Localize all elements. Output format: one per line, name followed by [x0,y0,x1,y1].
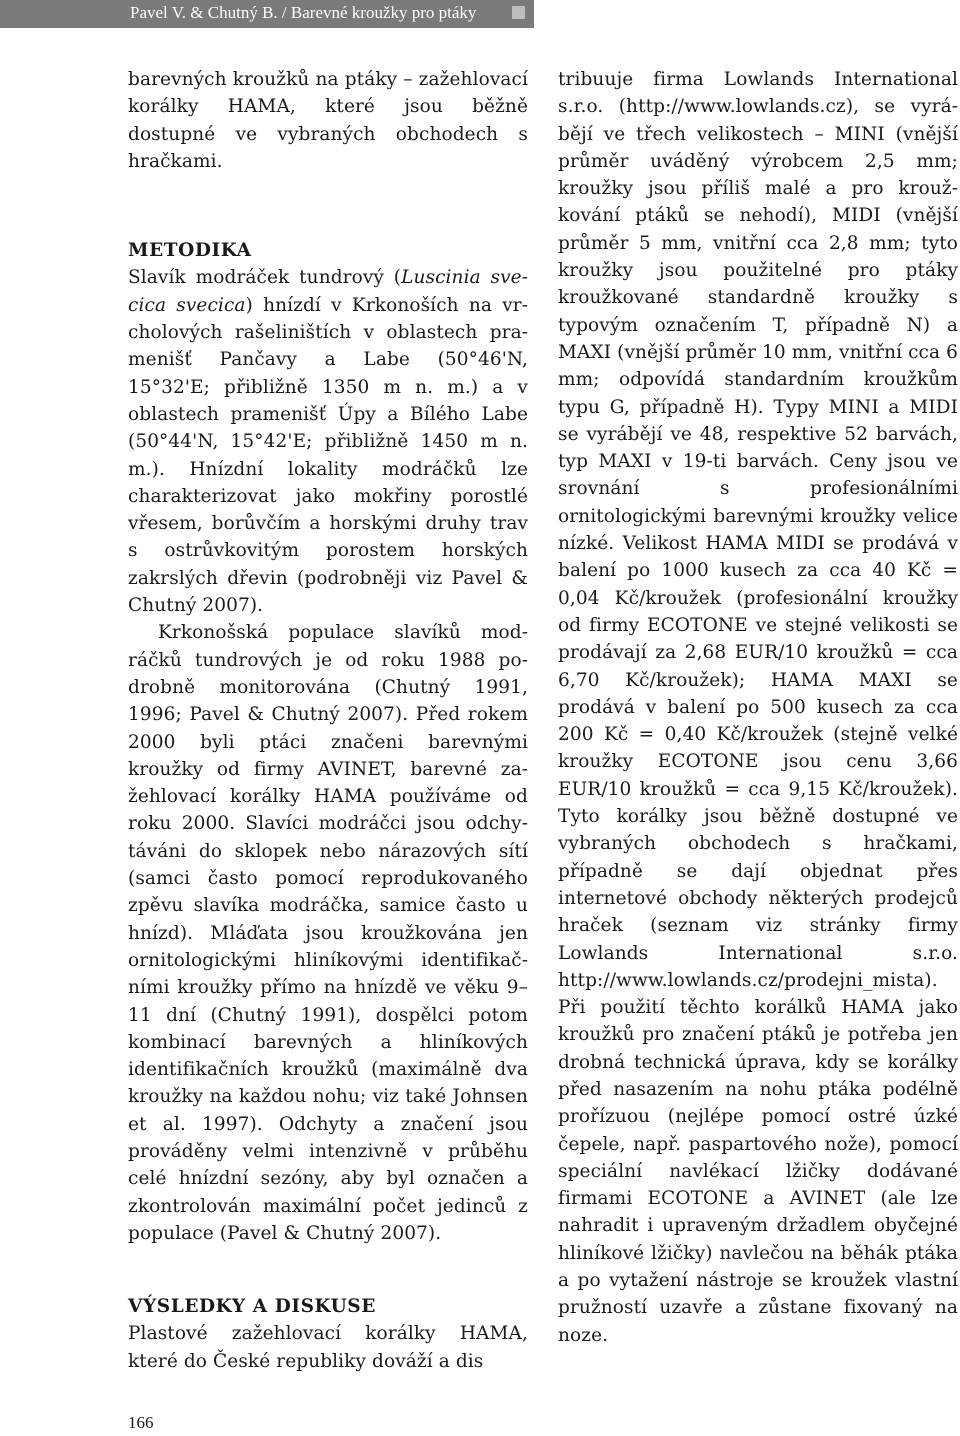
running-header-bar [0,0,534,28]
section-gap [128,175,528,237]
page-number: 166 [128,1413,154,1432]
running-title: Pavel V. & Chutný B. / Barevné kroužky pro ptáky [130,3,477,22]
left-column [128,66,528,1375]
vysledky-paragraph-1: Plastové zažehlovací korálky HAMA, které do České republiky dováží a dis [128,1323,528,1372]
species-name: Luscinia svecica svecica [128,267,528,316]
intro-paragraph: barevných kroužků na ptáky – zažehlovací korálky HAMA, které jsou běžně dostupné ve vybraných obchodech s hračkami. [128,69,528,172]
vysledky-paragraph-continued: tribuuje firma Lowlands International s.r.o. (http://www.lowlands.cz), se vyrábějí ve třech velikostech – MINI (vnější průměr uváděný výrobcem 2,5 mm; kroužky jsou příliš malé a pro kroužkování ptáků se nehodí), MIDI (vnější průměr 5 mm, vnitřní cca 2,8 mm; tyto kroužky jsou použitelné pro ptáky kroužkované standardně kroužky s typovým označením T, případně N) a MAXI (vnější průměr 10 mm, vnitřní cca 6 mm; odpovídá standardním kroužkům typu G, případně H). Typy MINI a MIDI se vyrábějí ve 48, respektive 52 barvách, typ MAXI v 19-ti barvách. Ceny jsou ve srovnání s profesionálními ornitologickými barevnými kroužky velice nízké. Velikost HAMA MIDI se prodává v balení po 1000 kusech za cca 40 Kč = 0,04 Kč/kroužek (profesionální kroužky od firmy ECOTONE ve stejné velikosti se prodávají za 2,68 EUR/10 kroužků = cca 6,70 Kč/kroužek); HAMA MAXI se prodává v balení po 500 kusech za cca 200 Kč = 0,40 Kč/kroužek (stejně velké kroužky ECOTONE jsou cenu 3,66 EUR/10 kroužků = cca 9,15 Kč/kroužek). Tyto korálky jsou běžně dostupné ve vybraných obchodech s hračkami, případně se dají objednat přes internetové obchody některých prodejců hraček (seznam viz stránky firmy Lowlands International s.r.o. http://www.lowlands.cz/prodejni_mista). Při použití těchto korálků HAMA jako kroužků pro značení ptáků je potřeba jen drobná technická úprava, kdy se korálky před nasazením na nohu ptáka podélně prořízuou (nejlépe pomocí ostré úzké čepele, např. paspartového nože), pomocí speciální navlékací lžičky dodávané firmami ECOTONE a AVINET (ale lze nahradit i upraveným držadlem obyčejné hliníkové lžičky) navlečou na běhák ptáka a po vytažení nástroje se kroužek vlastní pružností uzavře a zůstane fixovaný na noze. [558,69,958,1346]
metodika-p1-start: Slavík modráček tundrový ( [128,267,402,289]
metodika-p1-rest: ) hnízdí v Krkonoších na vrcholových rašeliništích v oblastech pramenišť Pančavy a Labe (50°46'N, 15°32'E; přibližně 1350 m n. m.) a v oblastech pramenišť Úpy a Bílého Labe (50°44'N, 15°42'E; přibližně 1450 m n. m.). Hnízdní lokality modráčků lze charakterizovat jako mokřiny porostlé vřesem, borůvčím a horskými druhy trav s ostrůvkovitým porostem horských zakrslých dřevin (podrobněji viz Pavel & Chutný 2007). [128,294,528,617]
right-column [558,66,958,1349]
section-gap [128,1247,528,1293]
section-heading-metodika: METODIKA [128,240,252,262]
metodika-paragraph-1 [128,264,528,619]
header-square-ornament [512,6,525,19]
metodika-paragraph-2: Krkonošská populace slavíků modráčků tundrových je od roku 1988 podrobně monitorována (Chutný 1991, 1996; Pavel & Chutný 2007). Před rokem 2000 byli ptáci značeni barevnými kroužky od firmy AVINET, barevné zažehlovací korálky HAMA používáme od roku 2000. Slavíci modráčci jsou odchytáváni do sklopek nebo nárazových sítí (samci často pomocí reprodukovaného zpěvu slavíka modráčka, samice často u hnízd). Mláďata jsou kroužkována jen ornitologickými hliníkovými identifikačními kroužky přímo na hnízdě ve věku 9–11 dní (Chutný 1991), dospělci potom kombinací barevných a hliníkových identifikačních kroužků (maximálně dva kroužky na každou nohu; viz také Johnsen et al. 1997). Odchyty a značení jsou prováděny velmi intenzivně v průběhu celé hnízdní sezóny, aby byl označen a zkontrolován maximální počet jedinců z populace (Pavel & Chutný 2007). [128,622,528,1244]
section-heading-vysledky: VÝSLEDKY A DISKUSE [128,1296,376,1318]
